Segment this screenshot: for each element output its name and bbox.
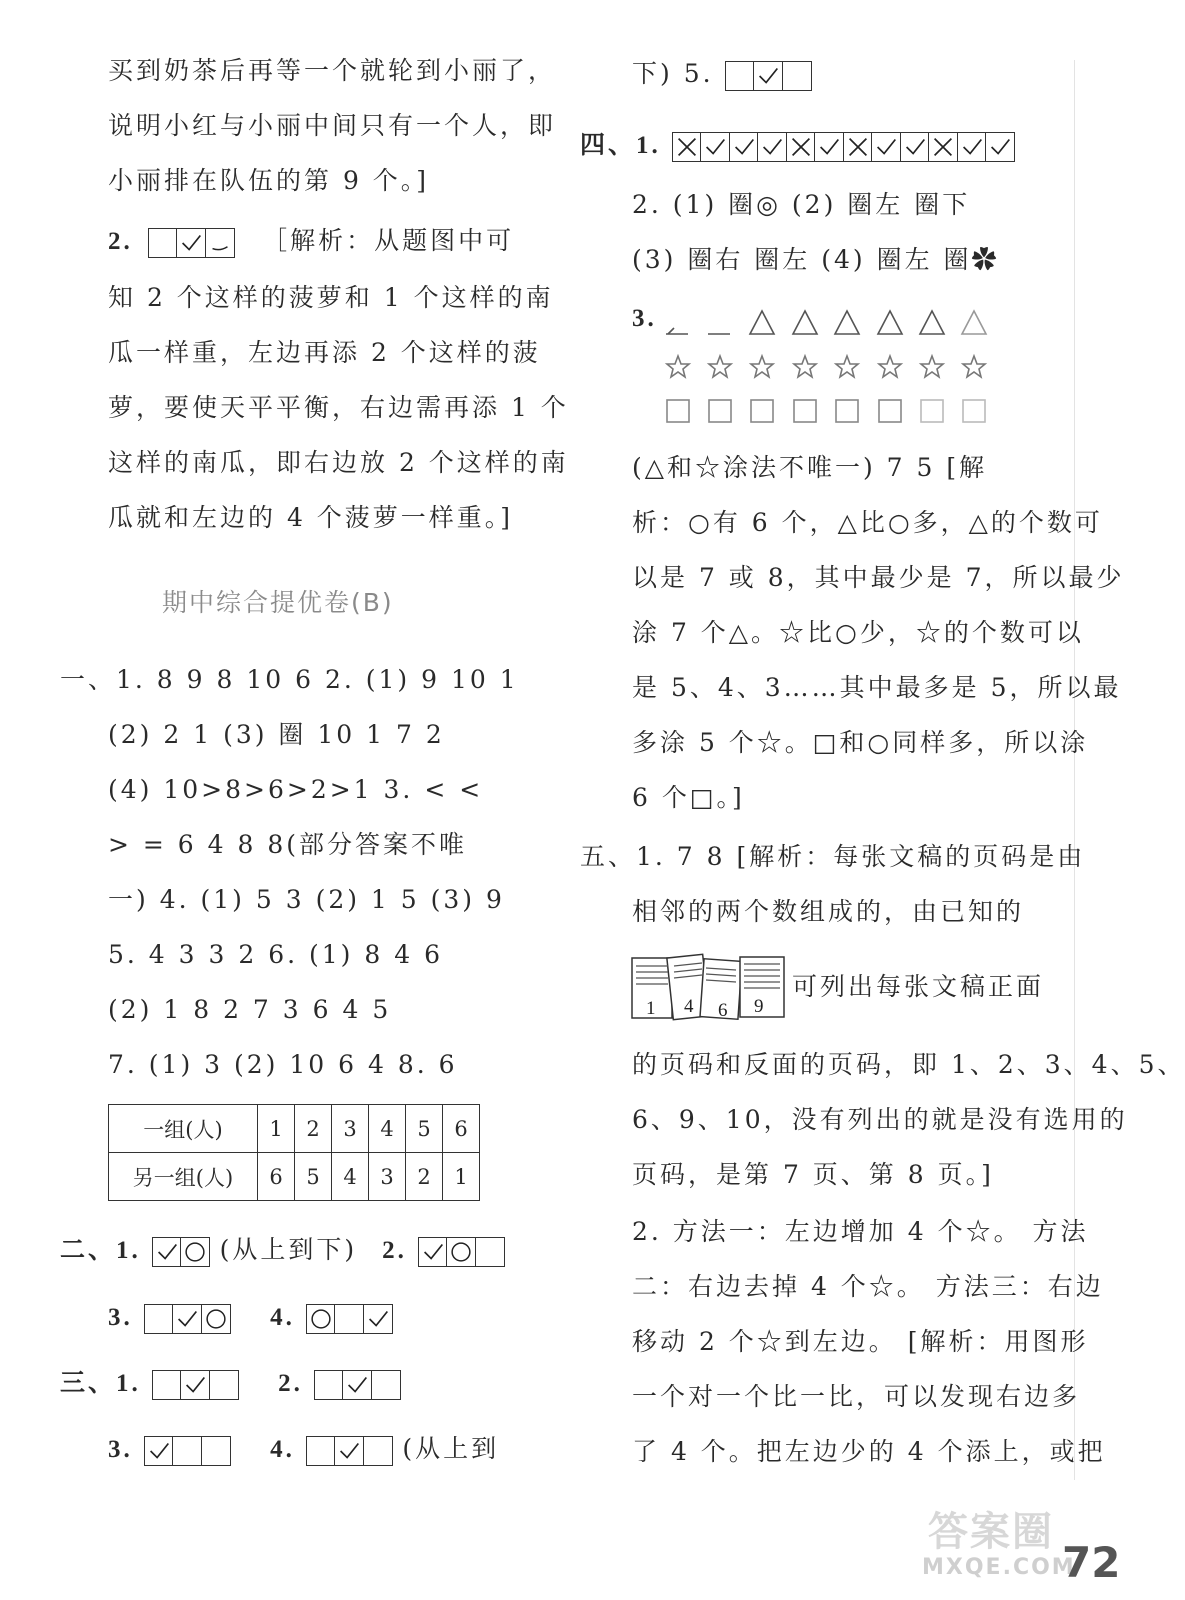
empty-box bbox=[371, 1370, 401, 1400]
q2-expl-5: 这样的南瓜，即右边放 2 个这样的南 bbox=[108, 448, 569, 477]
s4-q2-line-b: (3) 圈右 圈左 (4) 圈左 圈✿ bbox=[632, 245, 1000, 274]
s4-q1-boxes bbox=[672, 132, 1014, 162]
star-icon bbox=[667, 356, 689, 377]
square-icon bbox=[751, 400, 773, 422]
s1-line-6: 5. 4 3 3 2 6. (1) 8 4 6 bbox=[108, 940, 443, 969]
circle-icon bbox=[201, 1304, 231, 1334]
s2-q3-boxes bbox=[144, 1304, 230, 1334]
triangle-icon bbox=[878, 311, 902, 334]
s5-line-1: 五、1. 7 8 [解析：每张文稿的页码是由 bbox=[580, 842, 1086, 871]
empty-box bbox=[475, 1237, 505, 1267]
check-icon bbox=[418, 1237, 448, 1267]
s1-line-4: > = 6 4 8 8(部分答案不唯 bbox=[108, 830, 468, 859]
s4-q3-expl-1: (△和☆涂法不唯一) 7 5 [解 bbox=[632, 453, 988, 482]
star-icon bbox=[751, 356, 773, 377]
s2-q3-number: 3. bbox=[108, 1304, 133, 1331]
empty-box bbox=[725, 61, 755, 91]
s4-q3-expl-6: 多涂 5 个☆。□和○同样多，所以涂 bbox=[632, 728, 1089, 757]
check-icon bbox=[172, 1304, 202, 1334]
square-icon bbox=[667, 400, 689, 422]
s1-line-1: 一、1. 8 9 8 10 6 2. (1) 9 10 1 bbox=[60, 665, 519, 694]
s2-q1-boxes bbox=[152, 1237, 209, 1267]
check-icon bbox=[729, 132, 759, 162]
triangle-icon bbox=[920, 311, 944, 334]
table-cell: 5 bbox=[406, 1105, 443, 1153]
s2-q4-boxes bbox=[306, 1304, 392, 1334]
s3-q4-boxes bbox=[306, 1436, 392, 1466]
s5-line-3: 可列出每张文稿正面 bbox=[792, 972, 1045, 1001]
empty-box bbox=[172, 1436, 202, 1466]
star-icon bbox=[794, 356, 816, 377]
circle-icon bbox=[180, 1237, 210, 1267]
s5-q2-line-1: 2. 方法一：左边增加 4 个☆。 方法 bbox=[632, 1217, 1089, 1246]
check-icon bbox=[957, 132, 987, 162]
check-icon bbox=[985, 132, 1015, 162]
s2-q2-number: 2. bbox=[382, 1237, 407, 1264]
s3-q3-boxes bbox=[144, 1436, 230, 1466]
star-icon bbox=[963, 356, 985, 377]
star-icon bbox=[879, 356, 901, 377]
scribble-icon bbox=[205, 228, 235, 258]
q2-expl-6: 瓜就和左边的 4 个菠萝一样重。] bbox=[108, 503, 514, 532]
empty-box bbox=[144, 1304, 174, 1334]
empty-box bbox=[363, 1436, 393, 1466]
s5-line-2: 相邻的两个数组成的，由已知的 bbox=[632, 897, 1025, 926]
s4-q3-expl-5: 是 5、4、3……其中最多是 5，所以最 bbox=[632, 673, 1122, 702]
prev-line-2: 说明小红与小丽中间只有一个人，即 bbox=[108, 111, 557, 140]
empty-box bbox=[334, 1304, 364, 1334]
check-icon bbox=[334, 1436, 364, 1466]
star-icon bbox=[921, 356, 943, 377]
check-icon bbox=[363, 1304, 393, 1334]
star-icon bbox=[836, 356, 858, 377]
table-cell: 2 bbox=[406, 1153, 443, 1201]
q2-expl-1: ［解析：从题图中可 bbox=[262, 226, 515, 255]
s3-line-2 bbox=[108, 1432, 499, 1467]
check-icon bbox=[342, 1370, 372, 1400]
cross-icon bbox=[786, 132, 816, 162]
empty-box bbox=[314, 1370, 344, 1400]
page-num-label: 6 bbox=[718, 1000, 728, 1021]
right-margin-rule bbox=[1074, 60, 1075, 1480]
q2-expl-4: 萝，要使天平平衡，右边需再添 1 个 bbox=[108, 393, 569, 422]
circle-icon bbox=[306, 1304, 336, 1334]
empty-box bbox=[782, 61, 812, 91]
right-cont-text: 下) 5. bbox=[632, 59, 714, 88]
check-icon bbox=[753, 61, 783, 91]
page-num-label: 9 bbox=[754, 996, 764, 1017]
group-table bbox=[108, 1104, 480, 1201]
cross-icon bbox=[928, 132, 958, 162]
s3-q2-boxes bbox=[314, 1370, 400, 1400]
square-icon bbox=[836, 400, 858, 422]
table-cell: 4 bbox=[332, 1153, 369, 1201]
q2-expl-2: 知 2 个这样的菠萝和 1 个这样的南 bbox=[108, 283, 554, 312]
check-icon bbox=[814, 132, 844, 162]
check-icon bbox=[152, 1237, 182, 1267]
shape-rows bbox=[662, 306, 1002, 431]
s5-q2-line-2: 二：右边去掉 4 个☆。 方法三：右边 bbox=[632, 1272, 1104, 1301]
s1-line-2: (2) 2 1 (3) 圈 10 1 7 2 bbox=[108, 720, 445, 749]
table-cell: 5 bbox=[295, 1153, 332, 1201]
table-row bbox=[109, 1153, 480, 1201]
s3-prefix: 三、1. bbox=[60, 1370, 141, 1397]
star-icon bbox=[709, 356, 731, 377]
s3-line-1 bbox=[60, 1366, 399, 1401]
s5-q2-line-3: 移动 2 个☆到左边。 [解析：用图形 bbox=[632, 1327, 1089, 1356]
q2-number: 2. bbox=[108, 228, 133, 255]
square-icon bbox=[879, 400, 901, 422]
s2-line-1 bbox=[60, 1233, 503, 1268]
empty-box bbox=[148, 228, 178, 258]
s4-q3-expl-4: 涂 7 个△。☆比○少，☆的个数可以 bbox=[632, 618, 1084, 647]
table-cell: 一组(人) bbox=[109, 1105, 258, 1153]
check-icon bbox=[900, 132, 930, 162]
prev-line-3: 小丽排在队伍的第 9 个。] bbox=[108, 166, 430, 195]
table-cell: 3 bbox=[369, 1153, 406, 1201]
s4-q3-number: 3. bbox=[632, 305, 657, 332]
s1-line-7: (2) 1 8 2 7 3 6 4 5 bbox=[108, 995, 392, 1024]
s2-q1-note: (从上到下) bbox=[219, 1235, 358, 1264]
table-cell: 3 bbox=[332, 1105, 369, 1153]
table-cell: 1 bbox=[258, 1105, 295, 1153]
table-cell: 1 bbox=[443, 1153, 480, 1201]
q2-line bbox=[108, 224, 514, 259]
table-cell: 6 bbox=[258, 1153, 295, 1201]
s5-line-5: 6、9、10，没有列出的就是没有选用的 bbox=[632, 1105, 1128, 1134]
triangle-icon bbox=[793, 311, 817, 334]
s4-q3-expl-3: 以是 7 或 8，其中最少是 7，所以最少 bbox=[632, 563, 1125, 592]
empty-box bbox=[306, 1436, 336, 1466]
s3-q4-number: 4. bbox=[270, 1436, 295, 1463]
table-cell: 另一组(人) bbox=[109, 1153, 258, 1201]
check-icon bbox=[757, 132, 787, 162]
table-cell: 6 bbox=[443, 1105, 480, 1153]
s5-q2-line-4: 一个对一个比一比，可以发现右边多 bbox=[632, 1382, 1081, 1411]
s1-line-5: 一) 4. (1) 5 3 (2) 1 5 (3) 9 bbox=[108, 885, 505, 914]
q2-expl-3: 瓜一样重，左边再添 2 个这样的菠 bbox=[108, 338, 541, 367]
s4-line-1 bbox=[580, 128, 1014, 163]
s2-q2-boxes bbox=[418, 1237, 504, 1267]
table-cell: 4 bbox=[369, 1105, 406, 1153]
s2-q4-number: 4. bbox=[270, 1304, 295, 1331]
exam-title: 期中综合提优卷(B) bbox=[162, 588, 394, 617]
check-icon bbox=[180, 1370, 210, 1400]
manuscript-pages-figure bbox=[630, 952, 788, 1022]
square-icon bbox=[921, 400, 943, 422]
page-number: 72 bbox=[1062, 1538, 1121, 1587]
empty-box bbox=[152, 1370, 182, 1400]
page-num-label: 4 bbox=[684, 996, 694, 1017]
s5-q2-line-5: 了 4 个。把左边少的 4 个添上，或把 bbox=[632, 1437, 1106, 1466]
s1-line-8: 7. (1) 3 (2) 10 6 4 8. 6 bbox=[108, 1050, 458, 1079]
page-num-label: 1 bbox=[646, 998, 656, 1019]
square-icon bbox=[794, 400, 816, 422]
s3-q2-number: 2. bbox=[278, 1370, 303, 1397]
check-icon bbox=[144, 1436, 174, 1466]
empty-box bbox=[209, 1370, 239, 1400]
s3-q1-boxes bbox=[152, 1370, 238, 1400]
right-cont-line bbox=[632, 57, 810, 91]
s5-line-6: 页码，是第 7 页、第 8 页。] bbox=[632, 1160, 994, 1189]
s2-line-2 bbox=[108, 1300, 391, 1335]
triangle-icon bbox=[835, 311, 859, 334]
table-row bbox=[109, 1105, 480, 1153]
watermark-logo: 答案圈 bbox=[928, 1509, 1054, 1555]
triangle-icon bbox=[962, 311, 986, 334]
s5-line-4: 的页码和反面的页码，即 1、2、3、4、5、 bbox=[632, 1050, 1185, 1079]
s4-q3-expl-7: 6 个□。] bbox=[632, 783, 745, 812]
s2-prefix: 二、1. bbox=[60, 1237, 141, 1264]
cross-icon bbox=[843, 132, 873, 162]
triangle-icon bbox=[750, 311, 774, 334]
square-icon bbox=[709, 400, 731, 422]
watermark-url: MXQE.COM bbox=[922, 1555, 1076, 1580]
q2-boxes bbox=[148, 228, 234, 258]
cross-icon bbox=[672, 132, 702, 162]
table-cell: 2 bbox=[295, 1105, 332, 1153]
s4-q2-line-a: 2. (1) 圈◎ (2) 圈左 圈下 bbox=[632, 190, 971, 219]
prev-line-1: 买到奶茶后再等一个就轮到小丽了， bbox=[108, 56, 557, 85]
circle-icon bbox=[446, 1237, 476, 1267]
check-icon bbox=[176, 228, 206, 258]
s3-q3-number: 3. bbox=[108, 1436, 133, 1463]
empty-box bbox=[201, 1436, 231, 1466]
right-q5-boxes bbox=[725, 61, 811, 91]
s3-q4-note: (从上到 bbox=[402, 1434, 500, 1463]
s4-prefix: 四、1. bbox=[580, 132, 661, 159]
s1-line-3: (4) 10>8>6>2>1 3. < < bbox=[108, 775, 484, 804]
triangle-partial-stroke bbox=[668, 328, 674, 334]
check-icon bbox=[871, 132, 901, 162]
s4-q3-expl-2: 析：○有 6 个，△比○多，△的个数可 bbox=[632, 508, 1103, 537]
check-icon bbox=[700, 132, 730, 162]
square-icon bbox=[963, 400, 985, 422]
